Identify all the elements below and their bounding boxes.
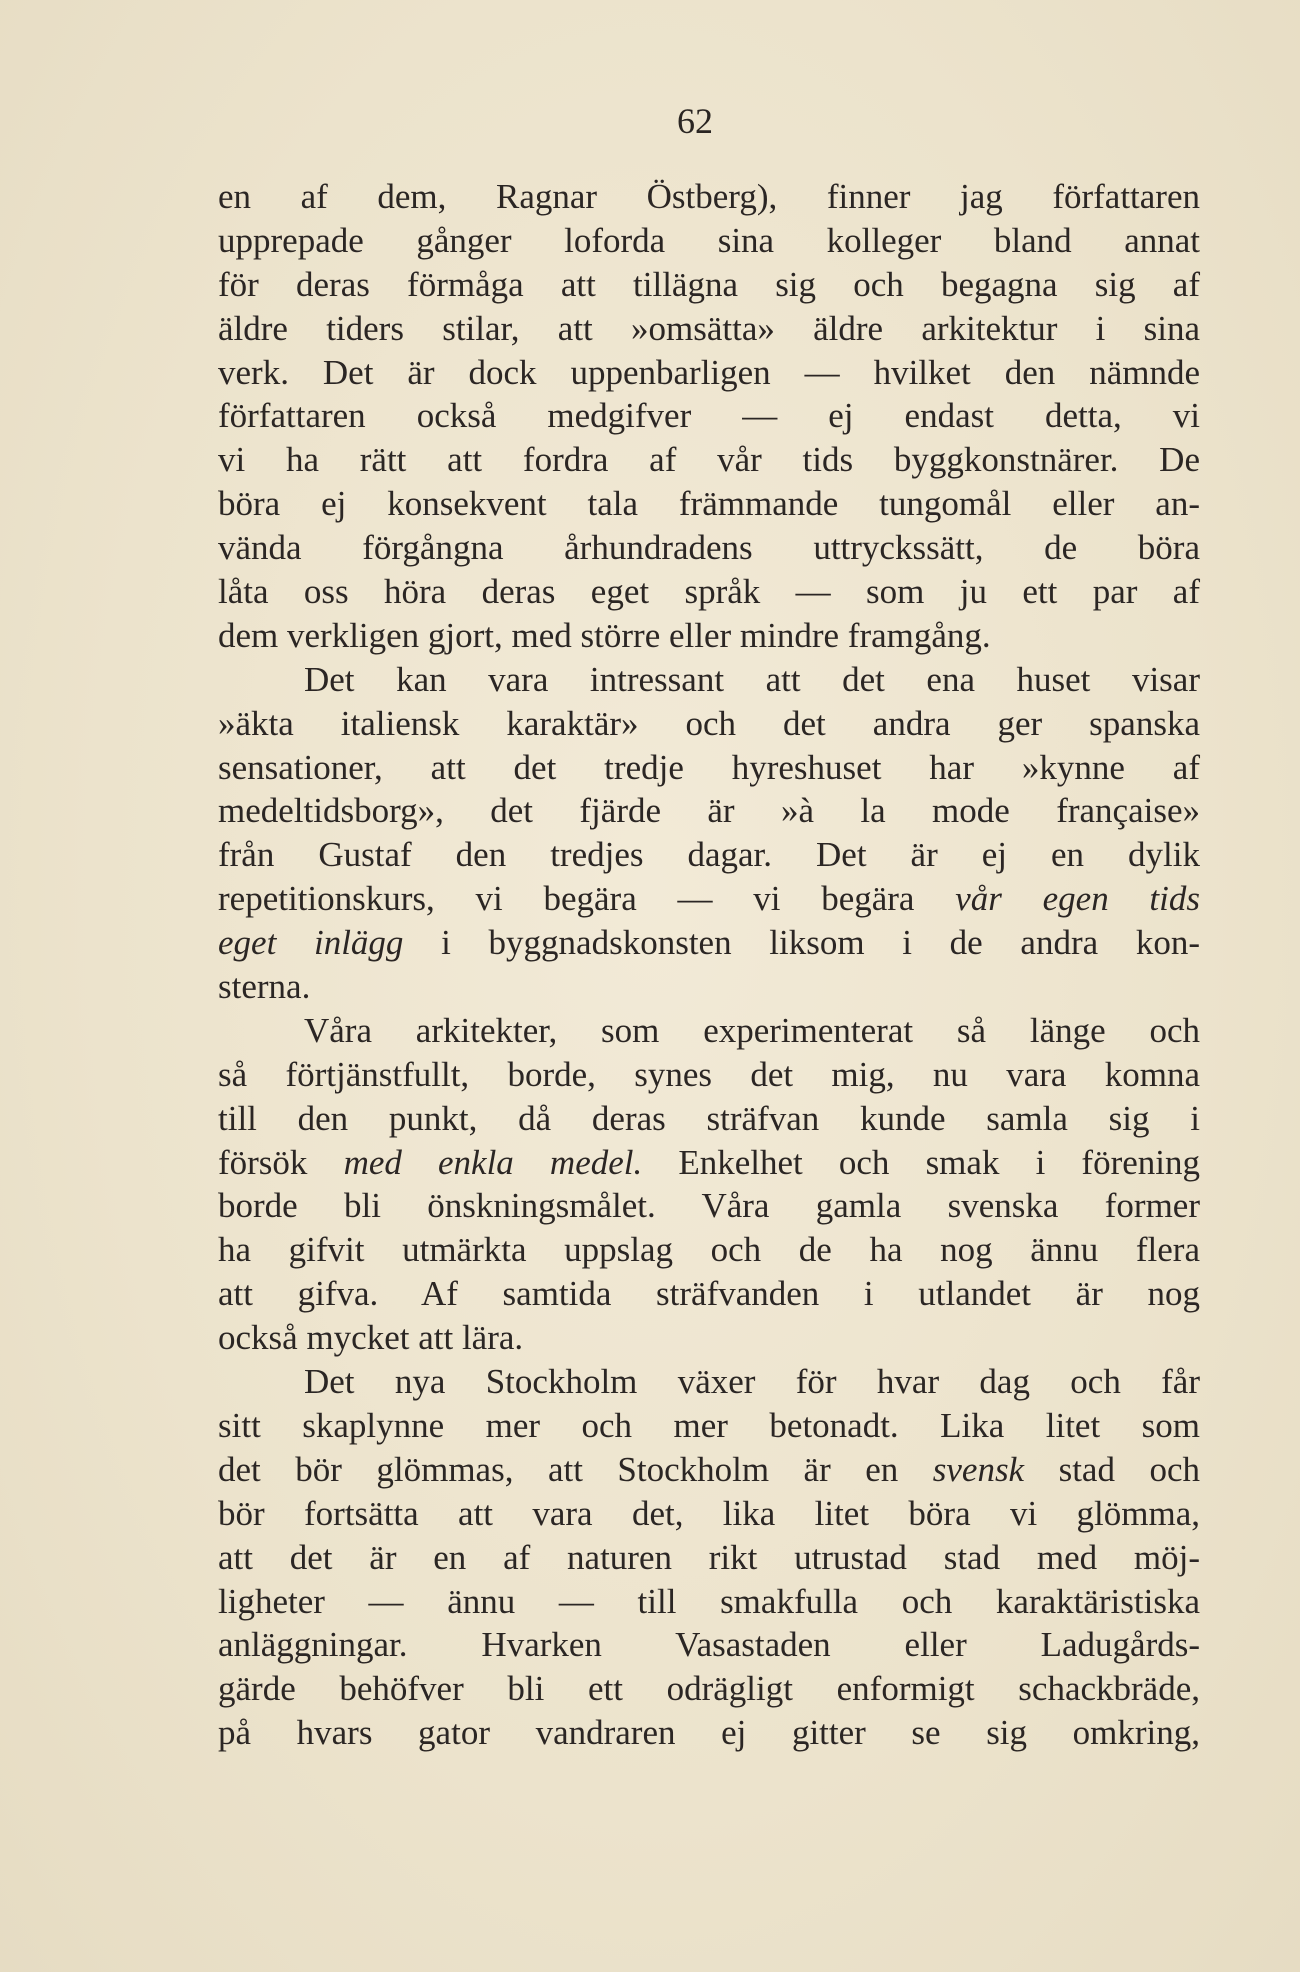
text-run: försök <box>218 1142 344 1182</box>
text-line: att det är en af naturen rikt utrustad stad med möj- <box>218 1537 1200 1577</box>
text-line <box>218 921 1200 965</box>
text-line: vi ha rätt att fordra af vår tids byggkonstnärer. De <box>218 440 1200 480</box>
text-line <box>218 877 1200 921</box>
text-line: på hvars gator vandraren ej gitter se sig omkring, <box>218 1713 1200 1753</box>
text-line: borde bli önskningsmålet. Våra gamla svenska former <box>218 1186 1200 1226</box>
text-line: ha gifvit utmärkta uppslag och de ha nog ännu flera <box>218 1230 1200 1270</box>
text-run: det bör glömmas, att Stockholm är en <box>218 1449 933 1489</box>
text-line: för deras förmåga att tillägna sig och begagna sig af <box>218 264 1200 304</box>
text-line: sterna. <box>218 967 311 1007</box>
italic-text: vår egen tids <box>955 879 1201 919</box>
text-line: från Gustaf den tredjes dagar. Det är ej en dylik <box>218 835 1200 875</box>
text-line: författaren också medgifver — ej endast detta, vi <box>218 396 1200 436</box>
text-line: en af dem, Ragnar Östberg), finner jag författaren <box>218 177 1200 216</box>
text-run: repetitionskurs, vi begära — vi begära <box>218 879 956 919</box>
text-line: låta oss höra deras eget språk — som ju ett par af <box>218 572 1200 612</box>
text-line: sitt skaplynne mer och mer betonadt. Lika litet som <box>218 1405 1200 1445</box>
text-line: äldre tiders stilar, att »omsätta» äldre arkitektur i sina <box>218 308 1200 348</box>
text-line: dem verkligen gjort, med större eller mindre framgång. <box>218 615 991 655</box>
text-line: så förtjänstfullt, borde, synes det mig, nu vara komna <box>218 1054 1200 1094</box>
text-line <box>218 1141 1200 1185</box>
text-line: sensationer, att det tredje hyreshuset har »kynne af <box>218 747 1200 787</box>
text-line: upprepade gånger loforda sina kolleger bland annat <box>218 220 1200 260</box>
italic-text: eget inlägg <box>218 923 404 963</box>
text-line: böra ej konsekvent tala främmande tungomål eller an- <box>218 484 1200 524</box>
body-text <box>218 175 1200 1755</box>
text-line: medeltidsborg», det fjärde är »à la mode française» <box>218 791 1200 831</box>
text-line: ligheter — ännu — till smakfulla och karaktäristiska <box>218 1581 1200 1621</box>
italic-text: svensk <box>932 1449 1025 1489</box>
text-line: vända förgångna århundradens uttryckssätt, de böra <box>218 528 1200 568</box>
text-line: att gifva. Af samtida sträfvanden i utlandet är nog <box>218 1274 1200 1314</box>
text-line: verk. Det är dock uppenbarligen — hvilket den nämnde <box>218 352 1200 392</box>
text-line <box>218 1448 1200 1492</box>
text-line: Det nya Stockholm växer för hvar dag och får <box>304 1362 1200 1402</box>
text-run: i byggnadskonsten liksom i de andra kon- <box>403 923 1200 963</box>
text-run: Enkelhet och smak i förening <box>642 1142 1200 1182</box>
text-line: gärde behöfver bli ett odrägligt enformigt schackbräde, <box>218 1669 1200 1709</box>
text-line: också mycket att lära. <box>218 1318 524 1358</box>
text-line: Våra arkitekter, som experimenterat så länge och <box>304 1010 1200 1050</box>
text-line: »äkta italiensk karaktär» och det andra ger spanska <box>218 703 1200 743</box>
italic-text: med enkla medel. <box>343 1142 643 1182</box>
text-line: Det kan vara intressant att det ena huset visar <box>304 659 1200 699</box>
text-line: bör fortsätta att vara det, lika litet böra vi glömma, <box>218 1493 1200 1533</box>
text-line: anläggningar. Hvarken Vasastaden eller Ladugårds- <box>218 1625 1200 1665</box>
page-number: 62 <box>677 101 713 141</box>
text-run: stad och <box>1024 1449 1200 1489</box>
text-line: till den punkt, då deras sträfvan kunde samla sig i <box>218 1098 1200 1138</box>
